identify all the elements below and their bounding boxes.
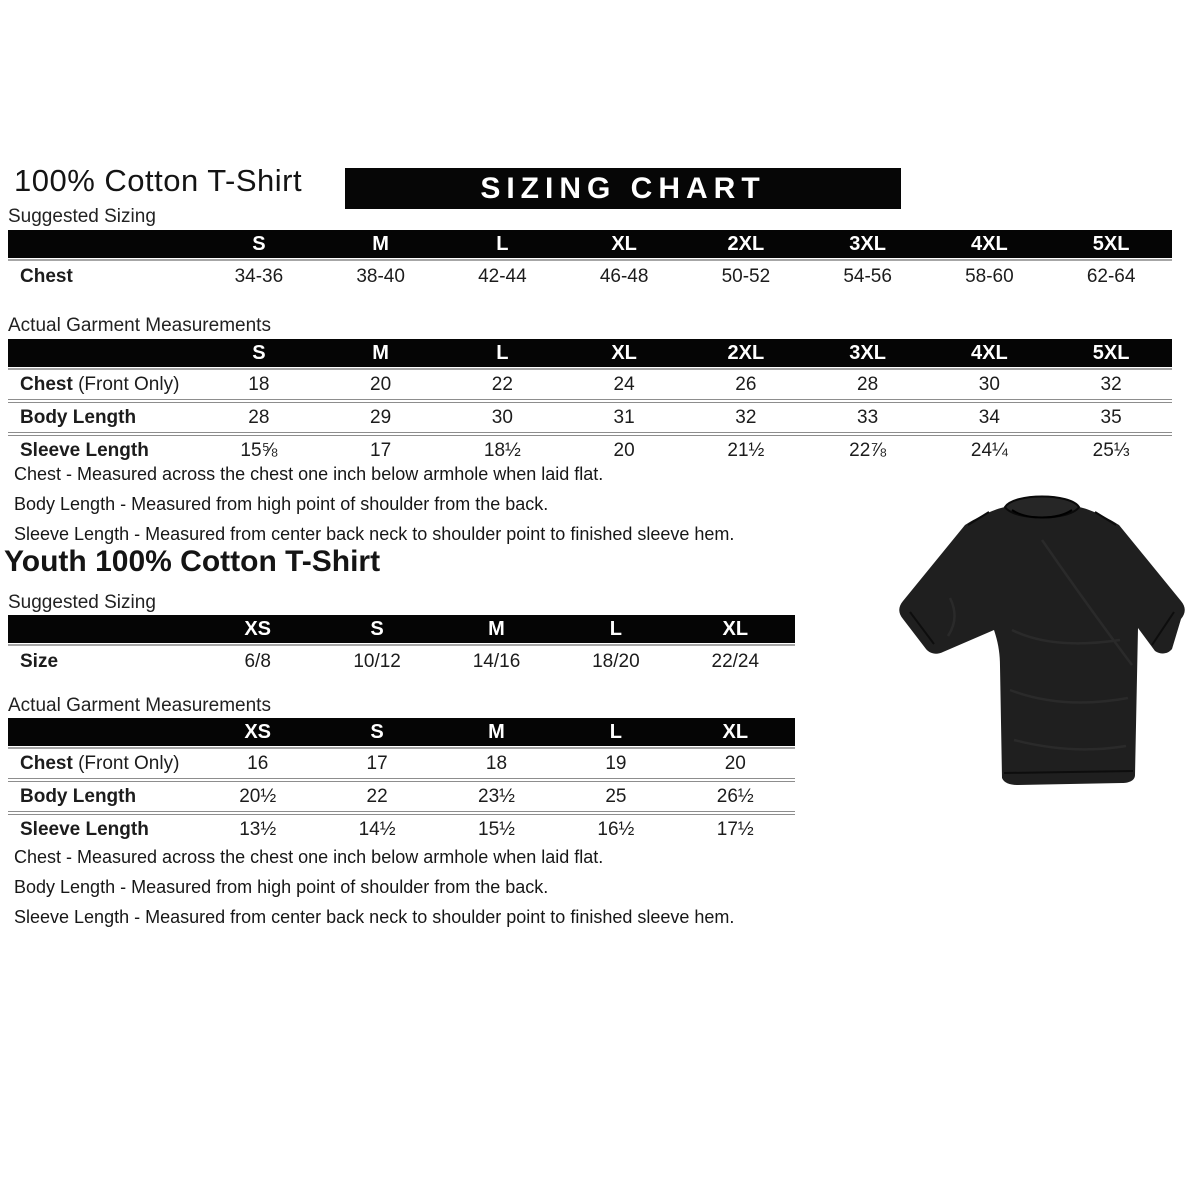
note-line: Sleeve Length - Measured from center back neck to shoulder point to finished sleeve hem. [14, 907, 735, 927]
row-label: Body Length [20, 407, 137, 428]
table-cell: 22⅞ [849, 440, 887, 461]
size-column-header: 2XL [727, 233, 765, 255]
table-cell: 28 [857, 374, 879, 395]
youth-measurement-notes [14, 842, 734, 932]
table-cell: 32 [1100, 374, 1122, 395]
table-row [8, 811, 795, 844]
youth-title: Youth 100% Cotton T-Shirt [4, 545, 381, 578]
row-label: Sleeve Length [20, 440, 149, 461]
size-column-header: XL [611, 233, 637, 255]
table-cell: 25⅓ [1092, 440, 1130, 461]
table-cell: 38-40 [356, 266, 405, 287]
size-column-header: 3XL [849, 233, 886, 255]
table-cell: 30 [491, 407, 513, 428]
table-cell: 34-36 [234, 266, 284, 287]
table-cell: 17 [370, 440, 392, 461]
adult-suggested-label: Suggested Sizing [8, 206, 156, 227]
size-column-header: XL [722, 721, 749, 743]
table-cell: 18 [485, 753, 508, 774]
row-label: Chest (Front Only) [20, 374, 180, 395]
table-cell: 62-64 [1086, 266, 1136, 287]
size-column-header: M [488, 721, 505, 743]
table-cell: 20 [613, 440, 635, 461]
table-cell: 50-52 [721, 266, 771, 287]
size-column-header: 2XL [727, 342, 765, 364]
size-column-header: XL [611, 342, 637, 364]
size-column-header: S [252, 233, 266, 255]
table-cell: 15½ [478, 819, 515, 840]
row-label: Sleeve Length [20, 819, 149, 840]
size-column-header: XL [722, 618, 749, 640]
table-header-row [8, 615, 795, 643]
size-column-header: L [496, 342, 509, 364]
table-cell: 17½ [716, 819, 754, 840]
size-column-header: S [370, 618, 384, 640]
size-column-header: XS [244, 721, 272, 743]
size-column-header: M [488, 618, 505, 640]
table-cell: 31 [613, 407, 635, 428]
table-cell: 20 [724, 753, 746, 774]
table-cell: 42-44 [478, 266, 527, 287]
size-column-header: 3XL [849, 342, 886, 364]
row-label: Body Length [20, 786, 137, 807]
youth-suggested-table [8, 615, 795, 677]
adult-actual-table [8, 339, 1172, 465]
note-line: Chest - Measured across the chest one inch below armhole when laid flat. [14, 847, 604, 867]
table-cell: 19 [605, 753, 627, 774]
table-cell: 18 [248, 374, 270, 395]
table-cell: 16½ [597, 819, 635, 840]
table-cell: 24¼ [970, 440, 1008, 461]
table-row [8, 644, 795, 677]
table-cell: 14/16 [472, 651, 521, 672]
table-row [8, 259, 1172, 292]
table-cell: 28 [248, 407, 270, 428]
banner-text: SIZING CHART [480, 171, 766, 205]
size-column-header: XS [244, 618, 272, 640]
table-cell: 26½ [716, 786, 754, 807]
size-column-header: 4XL [971, 342, 1008, 364]
size-column-header: L [609, 618, 622, 640]
table-row [8, 747, 795, 778]
table-cell: 10/12 [353, 651, 401, 672]
adult-suggested-table [8, 230, 1172, 292]
table-cell: 22 [491, 374, 513, 395]
table-cell: 13½ [239, 819, 277, 840]
size-column-header: M [372, 342, 389, 364]
table-cell: 20½ [239, 786, 277, 807]
table-cell: 20 [370, 374, 392, 395]
table-cell: 54-56 [843, 266, 892, 287]
row-label: Chest [20, 266, 73, 287]
note-line: Body Length - Measured from high point of shoulder from the back. [14, 494, 549, 514]
table-cell: 30 [978, 374, 1000, 395]
table-cell: 35 [1100, 407, 1122, 428]
row-label: Size [20, 651, 59, 672]
table-header-row [8, 230, 1172, 258]
table-cell: 26 [735, 374, 757, 395]
table-cell: 25 [605, 786, 627, 807]
tshirt-illustration [892, 480, 1192, 805]
size-column-header: M [372, 233, 389, 255]
size-column-header: L [496, 233, 509, 255]
table-cell: 6/8 [244, 651, 271, 672]
table-header-row [8, 718, 795, 746]
table-cell: 22/24 [711, 651, 760, 672]
table-cell: 22 [366, 786, 388, 807]
table-cell: 29 [370, 407, 392, 428]
table-row [8, 778, 795, 811]
table-cell: 15⅝ [240, 440, 278, 461]
size-column-header: 5XL [1092, 342, 1130, 364]
size-column-header: L [609, 721, 622, 743]
size-column-header: S [252, 342, 266, 364]
table-cell: 24 [613, 374, 635, 395]
youth-actual-label: Actual Garment Measurements [8, 695, 271, 716]
table-cell: 17 [366, 753, 388, 774]
size-column-header: 5XL [1092, 233, 1130, 255]
table-cell: 34 [978, 407, 1000, 428]
tshirt-body [899, 507, 1185, 785]
tshirt-image [892, 480, 1192, 805]
table-cell: 18½ [483, 440, 521, 461]
adult-actual-label: Actual Garment Measurements [8, 315, 271, 336]
tshirt-collar [1005, 497, 1079, 518]
table-cell: 14½ [358, 819, 396, 840]
table-cell: 33 [857, 407, 879, 428]
page-title: 100% Cotton T-Shirt [14, 163, 303, 198]
youth-suggested-label: Suggested Sizing [8, 592, 156, 613]
row-label: Chest (Front Only) [20, 753, 180, 774]
size-column-header: 4XL [971, 233, 1008, 255]
youth-actual-table [8, 718, 795, 844]
note-line: Chest - Measured across the chest one inch below armhole when laid flat. [14, 464, 604, 484]
table-cell: 46-48 [599, 266, 649, 287]
sizing-chart-banner [345, 168, 901, 209]
table-cell: 32 [735, 407, 757, 428]
table-cell: 18/20 [592, 651, 640, 672]
table-row [8, 399, 1172, 432]
note-line: Body Length - Measured from high point of shoulder from the back. [14, 877, 549, 897]
table-header-row [8, 339, 1172, 367]
note-line: Sleeve Length - Measured from center back neck to shoulder point to finished sleeve hem. [14, 524, 735, 544]
table-row [8, 368, 1172, 399]
table-cell: 21½ [727, 440, 765, 461]
size-column-header: S [370, 721, 384, 743]
table-cell: 58-60 [965, 266, 1014, 287]
adult-measurement-notes [14, 459, 734, 549]
table-cell: 16 [247, 753, 269, 774]
table-cell: 23½ [478, 786, 515, 807]
